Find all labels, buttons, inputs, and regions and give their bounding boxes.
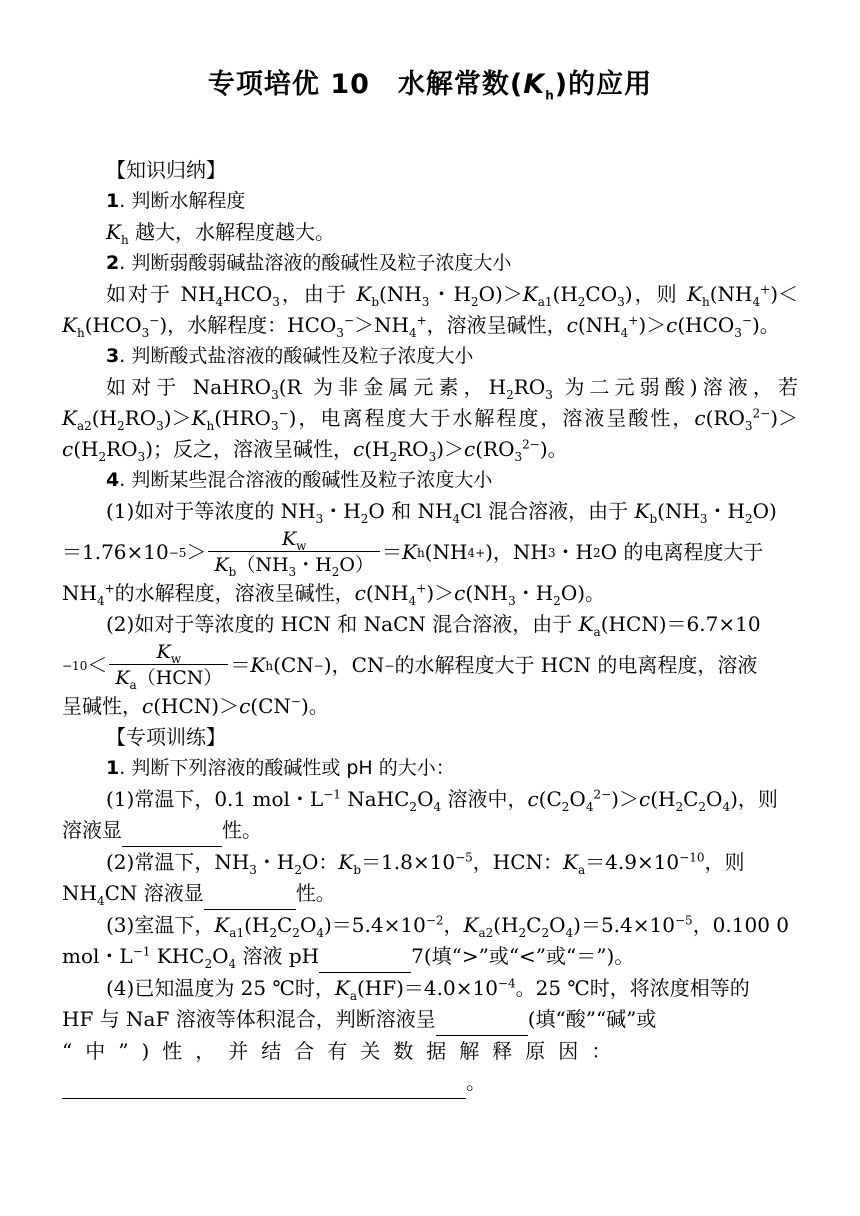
- paragraph-2: 如对于 $NH_4HCO_3$，由于 $K_b(NH_3$・$H_2O)>K_{a1}(H_2CO_3)$，则 $K_h(NH_4^+)<K_h(HCO_3^-)$，水解程度：$HCO_3^->NH_4^+$，溶液呈碱性，$c(NH_4^+)>c(HCO_3^-)$。: [62, 282, 798, 340]
- answer-blank-3[interactable]: [319, 941, 411, 973]
- heading-3: 3. 判断酸式盐溶液的酸碱性及粒子浓度大小: [106, 345, 474, 367]
- answer-blank-5[interactable]: [62, 1067, 466, 1099]
- section-tag-training: 【专项训练】: [106, 725, 226, 749]
- question-1-4: (4)已知温度为 25 ℃时，$K_a(HF)=4.0\times 10^{-4}$。25 ℃时，将浓度相等的: [106, 976, 750, 1003]
- question-1-1-answer-line: 溶液显 性。: [62, 815, 798, 847]
- fraction-kw-over-kb: $\frac{K_w}{K_b(NH_3・H_2O)}$: [208, 527, 380, 578]
- page-title: 专项培优 10 水解常数$(K_h)$的应用: [207, 69, 653, 103]
- question-1-3: (3)室温下，$K_{a1}(H_2C_2O_4)=5.4\times 10^{-2}$，$K_{a2}(H_2C_2O_4)=5.4\times 10^{-5}$，0.100 0: [106, 913, 790, 940]
- heading-2: 2. 判断弱酸弱碱盐溶液的酸碱性及粒子浓度大小: [106, 252, 512, 274]
- question-1-4-line3: “中”)性，并结合有关数据解释原因：: [62, 1039, 625, 1063]
- paragraph-4b: ＝1.76×10 −5 ＞ $\frac{K_w}{K_b(NH_3・H_2O)}$ ＝ K h (NH 4 + )，NH 3 ・H 2 O 的电离程度大于: [62, 528, 764, 579]
- question-1-2: (2)常温下，$NH_3$・$H_2O$：$K_b=1.8\times 10^{-5}$，HCN：$K_a=4.9\times 10^{-10}$，则: [106, 850, 745, 877]
- paragraph-5c: 呈碱性，c(HCN)＞c(CN−)。: [62, 694, 329, 718]
- question-1-4-line4: 。: [62, 1067, 798, 1099]
- document-body: [62, 155, 798, 1099]
- question-1-1: (1)常温下，0.1 mol・$L^{-1}$ $NaHC_2O_4$ 溶液中，$c(C_2O_4^{2-})>c(H_2C_2O_4)$，则: [106, 787, 778, 814]
- fraction-kw-over-ka: $\frac{K_w}{K_a(HCN)}$: [109, 640, 228, 691]
- paragraph-1: $K_h$ 越大，水解程度越大。: [106, 220, 336, 247]
- question-1-2-answer-line: $NH_4CN$ 溶液显 性。: [62, 878, 798, 910]
- paragraph-3: 如对于 NaHRO$_3$(R 为非金属元素，$H_2RO_3$ 为二元弱酸)溶液，若 $K_{a2}(H_2RO_3)>K_h(HRO_3^-)$，电离程度大于水解程度，溶液呈酸性，$c(RO_3^{2-})>c(H_2RO_3)$；反之，溶液呈碱性，$c(H_2RO_3)>c(RO_3^{2-})$。: [62, 375, 798, 464]
- heading-1: 1. 判断水解程度: [106, 190, 246, 212]
- answer-blank-1[interactable]: [122, 815, 222, 847]
- answer-blank-2[interactable]: [204, 878, 296, 910]
- paragraph-4a: (1)如对于等浓度的 $NH_3$・$H_2O$ 和 $NH_4Cl$ 混合溶液，由于 $K_b(NH_3$・$H_2O$): [106, 499, 777, 526]
- paragraph-5a: (2)如对于等浓度的 HCN 和 NaCN 混合溶液，由于 $K_a(HCN)=6.7\times 10$: [106, 612, 761, 639]
- section-tag-knowledge: 【知识归纳】: [106, 158, 226, 182]
- answer-blank-4[interactable]: [436, 1004, 528, 1036]
- paragraph-5b: −10 ＜ $\frac{K_w}{K_a(HCN)}$ ＝ K h (CN − )，CN − 的水解程度大于 HCN 的电离程度，溶液: [62, 641, 758, 692]
- question-1-3-answer-line: mol・$L^{-1}$ $KHC_2O_4$ 溶液 pH 7(填“>”或“<”或“＝”)。: [62, 941, 798, 973]
- heading-4: 4. 判断某些混合溶液的酸碱性及粒子浓度大小: [106, 469, 493, 491]
- paragraph-4c: $NH_4^+$的水解程度，溶液呈碱性，$c(NH_4^+)>c(NH_3$・$H_2O$)。: [62, 581, 606, 608]
- question-1-4-line2: HF 与 NaF 溶液等体积混合，判断溶液呈 (填“酸”“碱”或: [62, 1004, 798, 1036]
- question-1: 1. 判断下列溶液的酸碱性或 pH 的大小：: [106, 757, 455, 779]
